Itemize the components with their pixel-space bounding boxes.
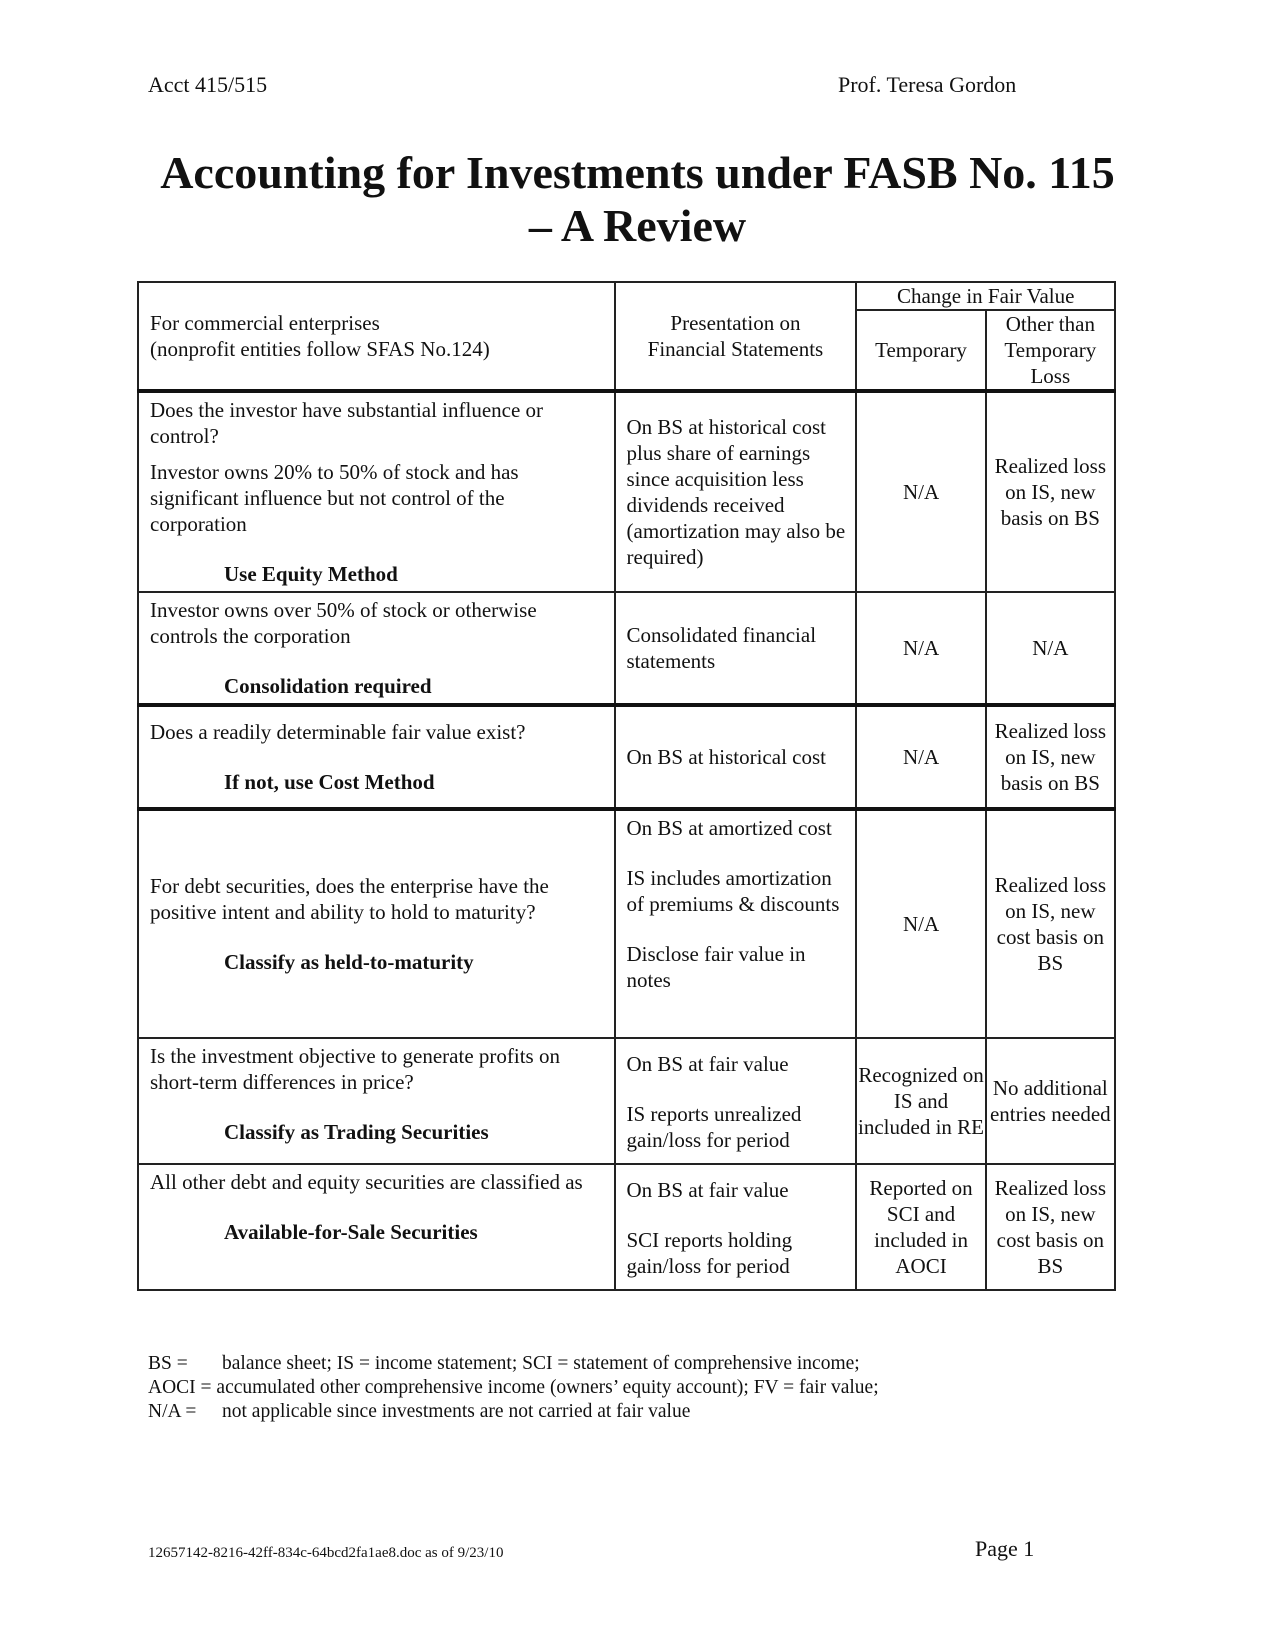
row-trading-question: Is the investment objective to generate profits on short-term differences in price? Classify as Trading Securities <box>138 1038 615 1164</box>
table-row <box>138 705 1115 809</box>
row-afs-other: Realized loss on IS, new cost basis on BS <box>986 1164 1115 1290</box>
file-reference: 12657142-8216-42ff-834c-64bcd2fa1ae8.doc as of 9/23/10 <box>148 1545 504 1561</box>
row-cost-temporary: N/A <box>856 705 985 809</box>
table-row <box>138 592 1115 705</box>
row-afs-temporary: Reported on SCI and included in AOCI <box>856 1164 985 1290</box>
title-line-1: Accounting for Investments under FASB No. 115 <box>160 147 1115 198</box>
table-row <box>138 1164 1115 1290</box>
legend-bs-line: BS = balance sheet; IS = income statement; SCI = statement of comprehensive income; <box>148 1353 860 1374</box>
header-presentation-cell: Presentation on Financial Statements <box>615 282 857 391</box>
row-cost-question: Does a readily determinable fair value exist? If not, use Cost Method <box>138 705 615 809</box>
row-consolidation-question: Investor owns over 50% of stock or otherwise controls the corporation Consolidation required <box>138 592 615 705</box>
title-line-2: – A Review <box>528 200 747 251</box>
row-equity-presentation: On BS at historical cost plus share of earnings since acquisition less dividends received (amortization may also be required) <box>615 391 857 592</box>
row-consolidation-other: N/A <box>986 592 1115 705</box>
row-consolidation-temporary: N/A <box>856 592 985 705</box>
row-afs-question: All other debt and equity securities are classified as Available-for-Sale Securities <box>138 1164 615 1290</box>
row-afs-presentation: On BS at fair value SCI reports holding gain/loss for period <box>615 1164 857 1290</box>
row-cost-presentation: On BS at historical cost <box>615 705 857 809</box>
row-htm-presentation: On BS at amortized cost IS includes amortization of premiums & discounts Disclose fair value in notes <box>615 809 857 1038</box>
row-consolidation-presentation: Consolidated financial statements <box>615 592 857 705</box>
header-enterprise-cell: For commercial enterprises (nonprofit entities follow SFAS No.124) <box>138 282 615 391</box>
row-cost-other: Realized loss on IS, new basis on BS <box>986 705 1115 809</box>
method-label: Classify as Trading Securities <box>224 1120 489 1144</box>
table-row <box>138 391 1115 592</box>
row-trading-other: No additional entries needed <box>986 1038 1115 1164</box>
row-equity-temporary: N/A <box>856 391 985 592</box>
method-label: Classify as held-to-maturity <box>224 950 474 974</box>
row-htm-temporary: N/A <box>856 809 985 1038</box>
legend-na-line: N/A = not applicable since investments are not carried at fair value <box>148 1401 691 1422</box>
document-title <box>0 146 1275 252</box>
course-code: Acct 415/515 <box>148 72 268 97</box>
row-trading-presentation: On BS at fair value IS reports unrealized gain/loss for period <box>615 1038 857 1164</box>
header-temporary: Temporary <box>856 310 985 391</box>
method-label: If not, use Cost Method <box>224 770 435 794</box>
method-label: Available-for-Sale Securities <box>224 1220 478 1244</box>
abbreviation-legend <box>148 1352 879 1424</box>
header-other-than-temporary: Other than Temporary Loss <box>986 310 1115 391</box>
table-row <box>138 1038 1115 1164</box>
method-label: Use Equity Method <box>224 562 398 586</box>
page-number: Page 1 <box>975 1536 1035 1561</box>
row-trading-temporary: Recognized on IS and included in RE <box>856 1038 985 1164</box>
investment-classification-table <box>137 281 1116 1291</box>
row-htm-other: Realized loss on IS, new cost basis on BS <box>986 809 1115 1038</box>
method-label: Consolidation required <box>224 674 432 698</box>
row-equity-question: Does the investor have substantial influence or control? Investor owns 20% to 50% of stock and has significant influence but not control of the corporation Use Equity Method <box>138 391 615 592</box>
table-header-row <box>138 282 1115 310</box>
table-row <box>138 809 1115 1038</box>
professor-name: Prof. Teresa Gordon <box>838 72 1017 97</box>
header-change-in-fair-value: Change in Fair Value <box>856 282 1115 310</box>
legend-aoci-line: AOCI = accumulated other comprehensive income (owners’ equity account); FV = fair value; <box>148 1377 879 1398</box>
row-equity-other: Realized loss on IS, new basis on BS <box>986 391 1115 592</box>
row-htm-question: For debt securities, does the enterprise have the positive intent and ability to hold to maturity? Classify as held-to-maturity <box>138 809 615 1038</box>
